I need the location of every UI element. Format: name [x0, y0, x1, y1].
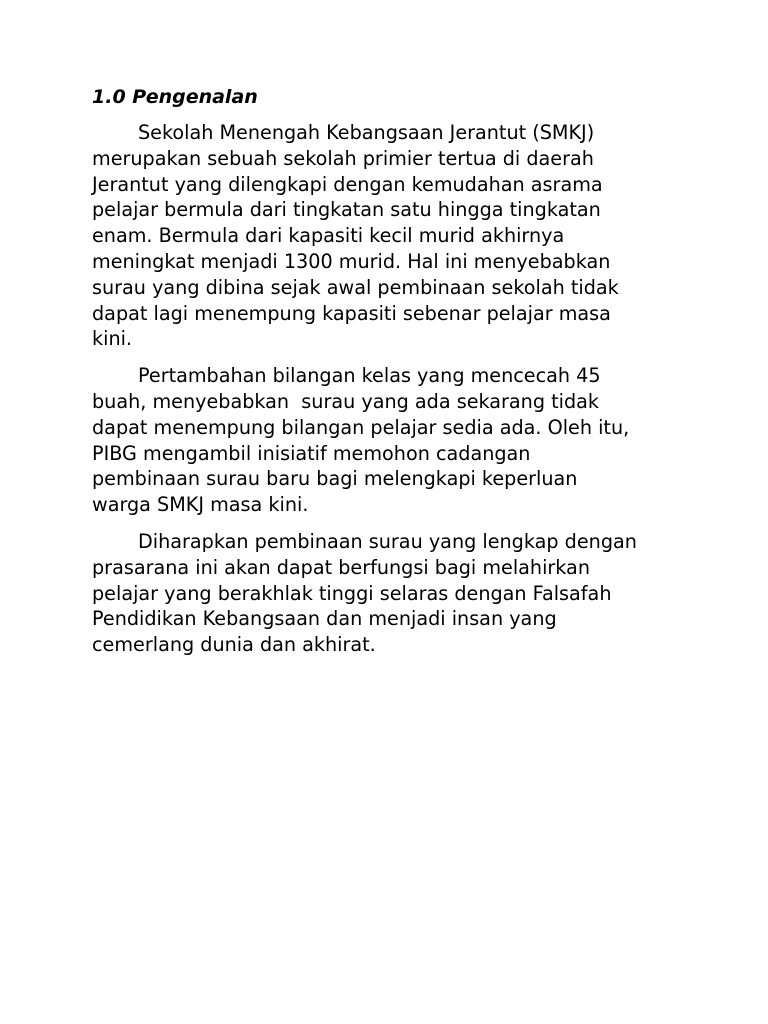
- paragraph-line: Pertambahan bilangan kelas yang mencecah 45: [138, 364, 601, 388]
- paragraph-line: pembinaan surau baru bagi melengkapi keperluan: [92, 467, 578, 491]
- paragraph-line: kini.: [92, 327, 133, 351]
- paragraph-line: merupakan sebuah sekolah primier tertua di daerah: [92, 146, 594, 170]
- paragraph-line: dapat lagi menempung kapasiti sebenar pelajar masa: [92, 301, 611, 325]
- paragraph-line: enam. Bermula dari kapasiti kecil murid akhirnya: [92, 224, 565, 248]
- paragraph-3: [92, 529, 692, 658]
- paragraph-line: Jerantut yang dilengkapi dengan kemudahan asrama: [92, 172, 603, 196]
- document-page: [92, 84, 692, 669]
- paragraph-line: pelajar yang berakhlak tinggi selaras dengan Falsafah: [92, 581, 612, 605]
- paragraph-line: surau yang dibina sejak awal pembinaan sekolah tidak: [92, 275, 619, 299]
- paragraph-line: pelajar bermula dari tingkatan satu hingga tingkatan: [92, 198, 601, 222]
- paragraph-line: buah, menyebabkan surau yang ada sekarang tidak: [92, 389, 600, 413]
- section-heading: 1.0 Pengenalan: [92, 86, 258, 108]
- paragraph-2: [92, 363, 692, 518]
- paragraph-line: meningkat menjadi 1300 murid. Hal ini menyebabkan: [92, 249, 611, 273]
- paragraph-line: warga SMKJ masa kini.: [92, 493, 309, 517]
- paragraph-line: Sekolah Menengah Kebangsaan Jerantut (SMKJ): [138, 121, 595, 144]
- paragraph-line: dapat menempung bilangan pelajar sedia ada. Oleh itu,: [92, 415, 630, 439]
- paragraph-line: Pendidikan Kebangsaan dan menjadi insan yang: [92, 607, 557, 631]
- paragraph-line: cemerlang dunia dan akhirat.: [92, 633, 376, 657]
- paragraph-line: Diharapkan pembinaan surau yang lengkap dengan: [138, 529, 637, 553]
- paragraph-1: [92, 120, 692, 352]
- paragraph-line: PIBG mengambil inisiatif memohon cadangan: [92, 441, 531, 465]
- paragraph-line: prasarana ini akan dapat berfungsi bagi melahirkan: [92, 555, 590, 579]
